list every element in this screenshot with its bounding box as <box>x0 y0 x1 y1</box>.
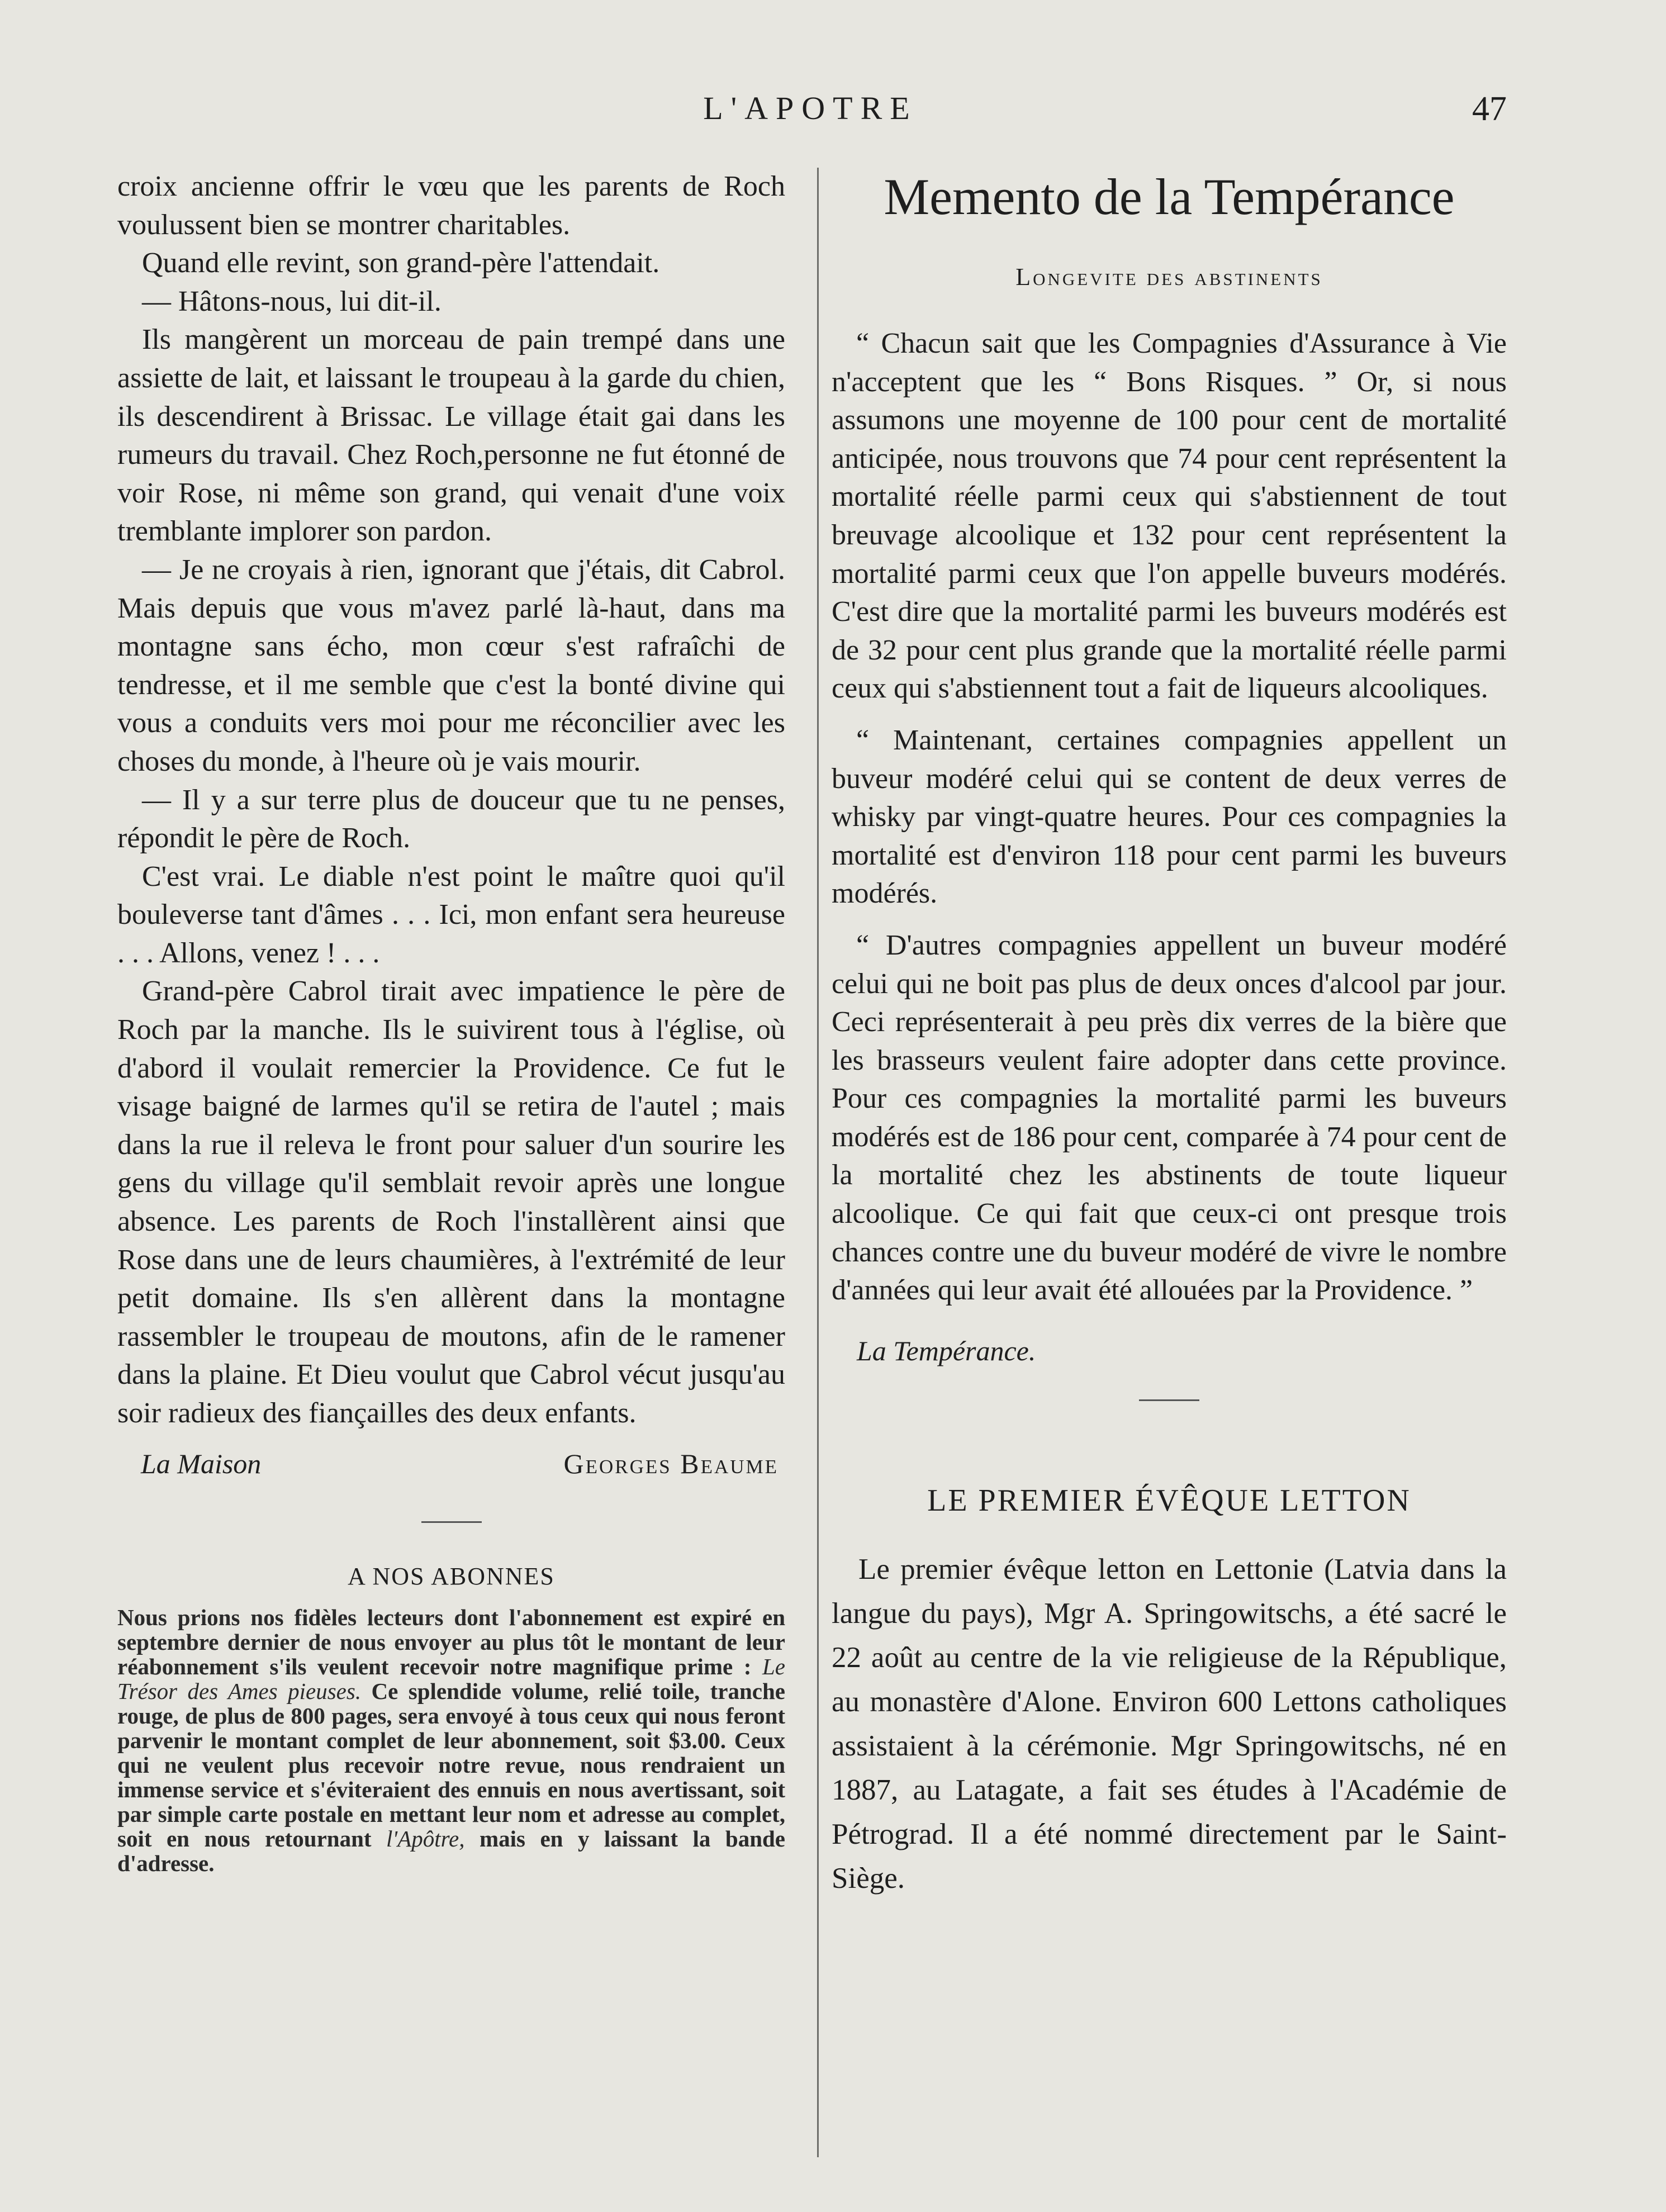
notice-title: A NOS ABONNES <box>348 1562 555 1590</box>
subscriber-notice <box>117 1605 785 1876</box>
story-paragraph: — Il y a sur terre plus de douceur que tu ne penses, répondit le père de Roch. <box>117 784 785 855</box>
separator-rule <box>421 1521 482 1523</box>
magazine-title: l'Apôtre, <box>386 1825 465 1852</box>
story-paragraph: C'est vrai. Le diable n'est point le maître quoi qu'il bouleverse tant d'âmes . . . Ici, mon enfant sera heureuse . . . Allons, venez ! . . . <box>117 860 785 969</box>
story-source: La Maison <box>141 1447 262 1479</box>
book-title: Le Trésor des Ames pieuses. <box>117 1653 785 1704</box>
column-divider <box>817 168 819 2157</box>
page-number: 47 <box>1472 90 1507 128</box>
notice-text: mais en y laissant la bande d'adresse. <box>117 1825 786 1876</box>
left-column <box>117 168 785 1876</box>
running-title: L'APOTRE <box>703 90 918 126</box>
story-paragraph: croix ancienne offrir le vœu que les parents de Roch voulussent bien se montrer charitables. <box>117 170 785 241</box>
section-title: LE PREMIER ÉVÊQUE LETTON <box>927 1483 1411 1518</box>
article-source: La Tempérance. <box>857 1335 1036 1366</box>
story-paragraph: Grand-père Cabrol tirait avec impatience le père de Roch par la manche. Ils le suivirent tous à l'église, où d'abord il voulait remercier la Providence. Ce fut le visage baigné de larmes qu'il se retira de l'autel ; mais dans la rue il releva le front pour saluer d'un sourire les gens du village qu'il semblait revoir après une longue absence. Les parents de Roch l'installèrent ainsi que Rose dans une de leurs chaumières, à l'extrémité de leur petit domaine. Ils s'en allèrent dans la montagne rassembler le troupeau de moutons, afin de le ramener dans la plaine. Et Dieu voulut que Cabrol vécut jusqu'au soir radieux des fiançailles des deux enfants. <box>117 975 785 1429</box>
separator-rule <box>1139 1399 1199 1401</box>
story-byline <box>117 1447 785 1480</box>
story-paragraph: — Hâtons-nous, lui dit-il. <box>142 285 442 317</box>
notice-text: Nous prions nos fidèles lecteurs dont l'abonnement est expiré en septembre dernier de nous envoyer au plus tôt le montant de leur réabonnement s'ils veulent recevoir notre magnifique prime : <box>117 1604 785 1679</box>
story-paragraph: — Je ne croyais à rien, ignorant que j'étais, dit Cabrol. Mais depuis que vous m'avez parlé là-haut, dans ma montagne sans écho, mon cœur s'est rafraîchi de tendresse, et il me semble que c'est la bonté divine qui vous a conduits vers moi pour me réconcilier avec les choses du monde, à l'heure où je vais mourir. <box>117 553 785 777</box>
page-header <box>0 89 1666 134</box>
article-paragraph: “ Chacun sait que les Compagnies d'Assurance à Vie n'acceptent que les “ Bons Risques. ” Or, si nous assumons une moyenne de 100 pour cent de mortalité anticipée, nous trouvons que 74 pour cent représentent la mortalité réelle parmi ceux qui s'abstiennent de tout breuvage alcoolique et 132 pour cent représentent la mortalité parmi ceux que l'on appelle buveurs modérés. C'est dire que la mortalité parmi les buveurs modérés est de 32 pour cent plus grande que la mortalité réelle parmi ceux qui s'abstiennent tout a fait de liqueurs alcooliques. <box>832 327 1507 705</box>
section-paragraph: Le premier évêque letton en Lettonie (Latvia dans la langue du pays), Mgr A. Springowitschs, a été sacré le 22 août au centre de la vie religieuse de la République, au monastère d'Alone. Environ 600 Lettons catholiques assistaient à la cérémonie. Mgr Springowitschs, né en 1887, au Latagate, a fait ses études à l'Académie de Pétrograd. Il a été nommé directement par le Saint-Siège. <box>832 1553 1507 1895</box>
story-author: Georges Beaume <box>563 1447 779 1479</box>
story-paragraph: Quand elle revint, son grand-père l'attendait. <box>142 247 660 279</box>
article-paragraph: “ Maintenant, certaines compagnies appellent un buveur modéré celui qui se content de deux verres de whisky par vingt-quatre heures. Pour ces compagnies la mortalité est d'environ 118 pour cent parmi les buveurs modérés. <box>832 724 1507 910</box>
notice-text: Ce splendide volume, relié toile, tranche rouge, de plus de 800 pages, sera envoyé à tous ceux qui nous feront parvenir le montant complet de leur abonnement, soit $3.00. Ceux qui ne veulent plus recevoir notre revue, nous rendraient un immense service et s'éviteraient des ennuis en nous avertissant, soit par simple carte postale en mettant leur nom et adresse au complet, soit en nous retournant <box>117 1678 785 1852</box>
article-title: Memento de la Tempérance <box>884 168 1455 225</box>
article-subtitle: Longevite des abstinents <box>1015 263 1323 291</box>
story-paragraph: Ils mangèrent un morceau de pain trempé dans une assiette de lait, et laissant le troupeau à la garde du chien, ils descendirent à Brissac. Le village était gai dans les rumeurs du travail. Chez Roch,personne ne fut étonné de voir Rose, ni même son grand, qui venait d'une voix tremblante implorer son pardon. <box>117 324 785 548</box>
right-column <box>832 168 1507 1901</box>
article-paragraph: “ D'autres compagnies appellent un buveur modéré celui qui ne boit pas plus de deux onces d'alcool par jour. Ceci représenterait à peu près dix verres de la bière que les brasseurs veulent faire adopter dans cette province. Pour ces compagnies la mortalité parmi les buveurs modérés est de 186 pour cent, comparée à 74 pour cent de la mortalité chez les abstinents de toute liqueur alcoolique. Ce qui fait que ceux-ci ont presque trois chances contre une du buveur modéré de vivre le nombre d'années qui leur avait été allouées par la Providence. ” <box>832 929 1507 1307</box>
